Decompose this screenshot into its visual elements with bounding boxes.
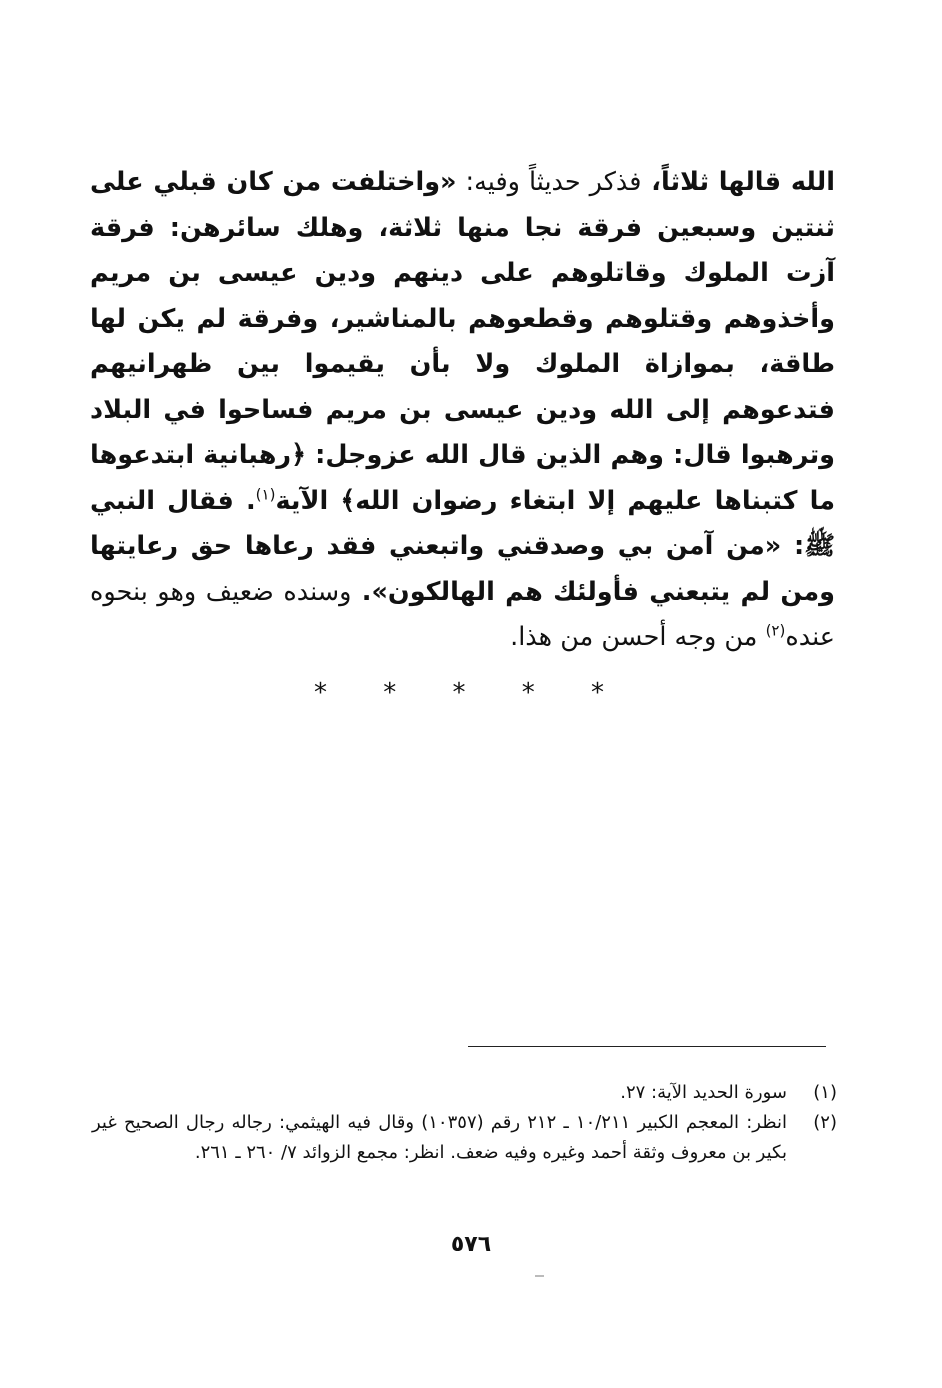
- main-text-segment-5: وسنده ضعيف وهو بنحوه عنده: [90, 576, 835, 652]
- main-text-segment-2: فذكر حديثاً وفيه:: [456, 167, 642, 197]
- footnote-reference-1: (١): [255, 485, 276, 503]
- main-text-segment-1: الله قالها ثلاثاً،: [641, 167, 836, 197]
- footnote-number: (٢): [813, 1112, 837, 1133]
- main-text-segment-4: . فقال النبي ﷺ: «من آمن بي وصدقني واتبعني فقد رعاها حق رعايتها ومن لم يتبعني فأولئك هم الهالكون».: [90, 485, 835, 607]
- main-paragraph: [90, 160, 835, 661]
- footnote-divider: [468, 1046, 826, 1047]
- footnote-2: [92, 1108, 837, 1168]
- footnote-1: [92, 1078, 837, 1108]
- page-number: ٥٧٦: [450, 1232, 492, 1257]
- footnote-reference-2: (٢): [765, 621, 786, 640]
- main-text-segment-3: «واختلفت من كان قبلي على ثنتين وسبعين فرقة نجا منها ثلاثة، وهلك سائرهن: فرقة آزت الملوك وقاتلوهم على دينهم ودين عيسى بن مريم وأخذوهم وقتلوهم وقطعوهم بالمناشير، وفرقة لم يكن لها طاقة، بموازاة الملوك ولا بأن يقيموا بين ظهرانيهم فتدعوهم إلى الله ودين عيسى بن مريم فساحوا في البلاد وترهبوا قال: وهم الذين قال الله عزوجل: ﴿رهبانية ابتدعوها ما كتبناها عليهم إلا ابتغاء رضوان الله﴾ الآية: [90, 167, 835, 516]
- footnote-text: انظر: المعجم الكبير ١٠/٢١١ ـ ٢١٢ رقم (١٠٣٥٧) وقال فيه الهيثمي: رجاله رجال الصحيح غير بكير بن معروف وثقة أحمد وغيره وفيه ضعف. انظر: مجمع الزوائد ٧/ ٢٦٠ ـ ٢٦١.: [92, 1112, 787, 1163]
- main-text-segment-6: من وجه أحسن من هذا.: [510, 622, 766, 652]
- scan-speck: [535, 1275, 544, 1277]
- footnote-number: (١): [813, 1082, 837, 1103]
- footnote-text: سورة الحديد الآية: ٢٧.: [620, 1082, 787, 1103]
- section-separator: * * * * *: [313, 678, 629, 708]
- footnotes: [92, 1078, 837, 1168]
